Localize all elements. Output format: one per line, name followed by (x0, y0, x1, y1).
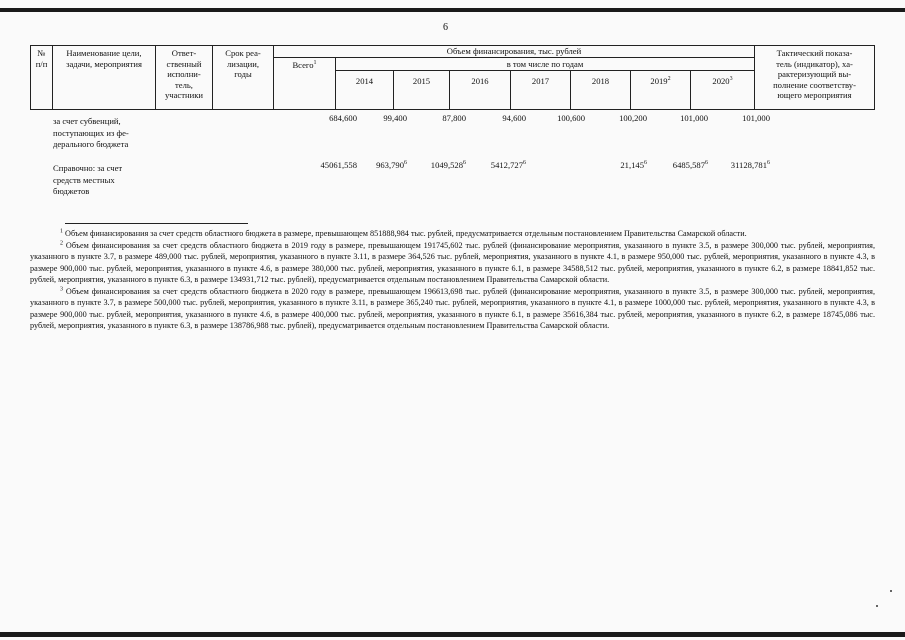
header-responsible: Ответ- ственный исполни- тель, участники (165, 48, 203, 101)
scan-speck (890, 590, 892, 592)
header-name: Наименование цели, задачи, мероприятия (66, 48, 142, 69)
header-indicator: Тактический показа- тель (индикатор), ха- рактеризующий вы- полнение соответству- ющего мероприятия (773, 48, 856, 101)
header-year-5: 2019$^2$ (650, 76, 671, 86)
row-0-year-4: 100,200 (619, 113, 647, 123)
header-year-4: 2018 (591, 76, 610, 86)
row-1-year-1: 1049,528$^6$ (430, 160, 466, 170)
row-0-total: 684,600 (329, 113, 357, 123)
header-year-3: 2017 (531, 76, 550, 86)
header-term: Срок реа- лизации, годы (225, 48, 261, 80)
footnotes (30, 228, 875, 332)
footnote-1: $^1$ Объем финансирования за счет средств областного бюджета в размере, превышающем 851888,984 тыс. рублей, предусматривается отдельным постановлением Правительства Самарской области. (60, 228, 747, 238)
header-by-years: в том числе по годам (506, 59, 584, 69)
header-total: Всего$^1$ (292, 60, 317, 70)
row-1-year-0: 963,790$^6$ (376, 160, 407, 170)
row-0-year-2: 94,600 (502, 113, 526, 123)
financing-table-header (30, 45, 875, 110)
row-name-federal-subventions: за счет субвенций, поступающих из фе- дерального бюджета (53, 116, 129, 149)
header-row-number: № п/п (35, 48, 48, 69)
row-0-year-3: 100,600 (557, 113, 585, 123)
footnote-2: $^2$ Объем финансирования за счет средств областного бюджета в 2019 году в размере, превышающем 191745,602 тыс. рублей (финансирование мероприятия, указанного в пункте 3.5, в размере 300,000 тыс. рублей, мероприятия, указанного в пункте 3.7, в размере 489,000 тыс. рублей, мероприятия, указанного в пункте 3.11, в размере 364,526 тыс. рублей, мероприятия, указанного в пункте 4.1, в размере 950,000 тыс. рублей, мероприятия, указанного в пункте 4.3, в размере 900,000 тыс. рублей, мероприятия, указанного в пункте 4.6, в размере 380,000 тыс. рублей, мероприятия, указанного в пункте 6.1, в размере 34588,512 тыс. рублей, мероприятия, указанного в пункте 6.2, в размере 18841,852 тыс. рублей, мероприятия, указанного в пункте 6.3, в размере 134931,712 тыс. рублей), предусматривается отдельным постановлением Правительства Самарской области. (30, 239, 875, 284)
header-year-2: 2016 (471, 76, 489, 86)
row-name-local-budgets: Справочно: за счет средств местных бюджетов (53, 163, 123, 196)
row-1-year-2: 5412,727$^6$ (490, 160, 526, 170)
row-0-year-0: 99,400 (383, 113, 407, 123)
row-1-year-5: 6485,587$^6$ (672, 160, 708, 170)
row-1-year-6: 31128,781$^6$ (730, 160, 770, 170)
row-1-total: 45061,558 (320, 160, 357, 170)
footnote-3: $^3$ Объем финансирования за счет средств областного бюджета в 2020 году в размере, превышающем 196613,698 тыс. рублей (финансирование мероприятия, указанного в пункте 3.5, в размере 300,000 тыс. рублей, мероприятия, указанного в пункте 3.7, в размере 500,000 тыс. рублей, мероприятия, указанного в пункте 3.11, в размере 365,240 тыс. рублей, мероприятия, указанного в пункте 4.1, в размере 1000,000 тыс. рублей, мероприятия, указанного в пункте 4.3, в размере 900,000 тыс. рублей, мероприятия, указанного в пункте 4.6, в размере 400,000 тыс. рублей, мероприятия, указанного в пункте 6.1, в размере 35616,384 тыс. рублей, мероприятия, указанного в пункте 6.2, в размере 18745,086 тыс. рублей, мероприятия, указанного в пункте 6.3, в размере 138786,988 тыс. рублей), предусматривается отдельным постановлением Правительства Самарской области. (30, 285, 875, 330)
page-number: 6 (443, 22, 448, 33)
row-1-year-4: 21,145$^6$ (620, 160, 647, 170)
bottom-scan-border (0, 632, 905, 637)
top-scan-border (0, 8, 905, 12)
header-year-6: 2020$^3$ (712, 76, 733, 86)
row-0-year-1: 87,800 (442, 113, 466, 123)
footnote-separator (65, 223, 248, 224)
scan-speck (876, 605, 878, 607)
header-year-0: 2014 (355, 76, 374, 86)
header-year-1: 2015 (412, 76, 431, 86)
header-funding: Объем финансирования, тыс. рублей (446, 46, 582, 56)
row-0-year-5: 101,000 (680, 113, 708, 123)
row-0-year-6: 101,000 (742, 113, 770, 123)
